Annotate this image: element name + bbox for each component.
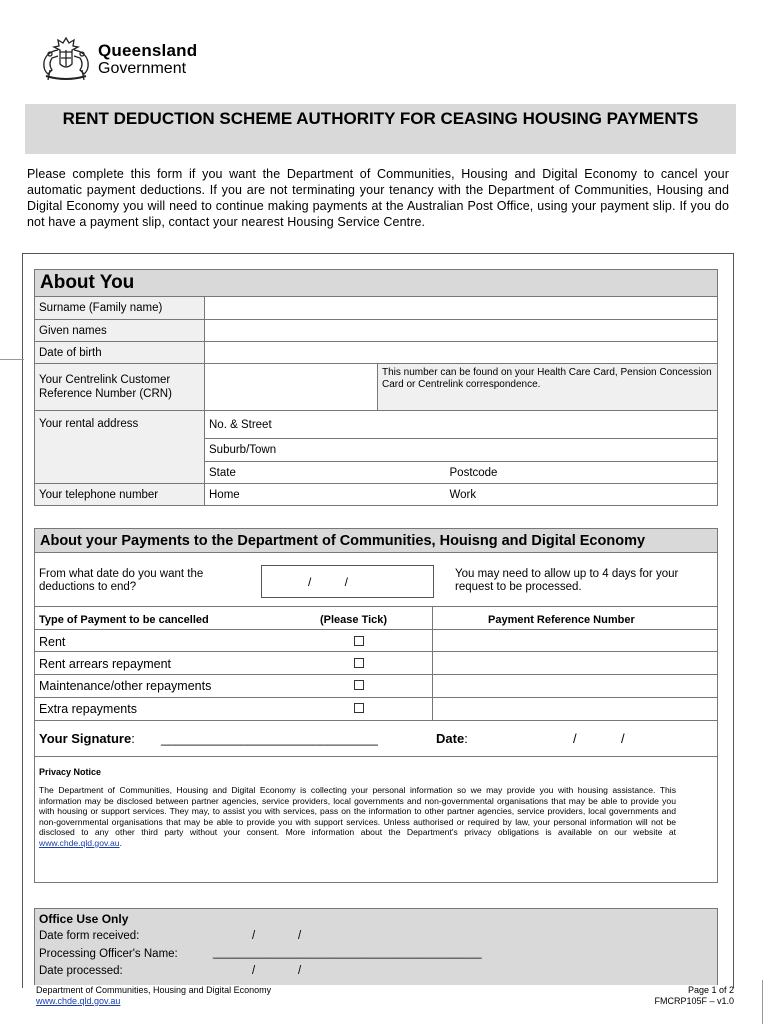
- footer-left: [36, 985, 271, 1007]
- arrears-checkbox[interactable]: [354, 658, 364, 668]
- col-please-tick: (Please Tick): [320, 614, 388, 626]
- footer-department: Department of Communities, Housing and Digital Economy: [36, 985, 272, 995]
- dob-field[interactable]: [205, 342, 718, 364]
- payment-row-arrears: Rent arrears repayment: [39, 657, 172, 671]
- state-field[interactable]: [205, 462, 446, 484]
- crn-note: This number can be found on your Health Care Card, Pension Concession Card or Centrelink correspondence.: [378, 364, 718, 411]
- processed-slash-2: /: [298, 965, 302, 977]
- officer-name-label: Processing Officer's Name:: [39, 948, 178, 960]
- date-received-label: Date form received:: [39, 930, 140, 942]
- privacy-text: The Department of Communities, Housing and Digital Economy is collecting your personal information so we may provide you with housing assistance. This information may be disclosed between partner agencies, service providers, local governments and non-governmental organisations that may be able to provide you with housing or support services. They may, to assist you with services, pass on the information to other partner agencies, service providers, local governments and non-governmental organisations that may be able to provide you with support services. Unless authorised or required by law, your personal information will not be disclosed to any other third party without your consent. More information about the Department's privacy obligations is available on our website at www.chde.qld.gov.au.: [39, 785, 676, 848]
- payment-row-maintenance: Maintenance/other repayments: [39, 679, 212, 693]
- intro-paragraph: Please complete this form if you want the Department of Communities, Housing and Digital Economy to cancel your automatic payment deductions. If you are not terminating your tenancy with the Department of Communities, Housing and Digital Economy you will need to continue making payments at the Australian Post Office, using your payment slip. If you do not have a payment slip, contact your nearest Housing Service Centre.: [27, 167, 729, 229]
- margin-mark-right: [762, 980, 763, 1024]
- crn-field[interactable]: [205, 364, 378, 411]
- received-slash-2: /: [298, 930, 302, 942]
- extra-checkbox[interactable]: [354, 703, 364, 713]
- end-date-slashes: / /: [308, 575, 349, 589]
- margin-mark: [0, 359, 24, 360]
- about-you-section: [34, 269, 718, 506]
- work-phone-field[interactable]: [446, 484, 718, 506]
- date-processed-label: Date processed:: [39, 965, 123, 977]
- signature-line[interactable]: ______________________________: [161, 731, 378, 746]
- logo-line-2: Government: [98, 60, 187, 77]
- payments-heading: About your Payments to the Department of Communities, Houisng and Digital Economy: [35, 529, 717, 553]
- office-heading: Office Use Only: [39, 912, 129, 926]
- end-date-question: From what date do you want the deductions to end?: [39, 568, 204, 593]
- street-field[interactable]: [205, 411, 718, 439]
- col-payment-type: Type of Payment to be cancelled: [39, 614, 209, 626]
- surname-field[interactable]: [205, 297, 718, 320]
- form-code: FMCRP105F – v1.0: [654, 996, 734, 1006]
- coat-of-arms-icon: [38, 34, 94, 84]
- date-label: Date:: [436, 731, 468, 746]
- payment-row-extra: Extra repayments: [39, 702, 137, 716]
- suburb-field[interactable]: [205, 439, 718, 462]
- payment-row-rent: Rent: [39, 635, 66, 649]
- end-date-field[interactable]: [261, 565, 434, 598]
- date-slash-2[interactable]: /: [621, 731, 625, 746]
- queensland-government-logo: [38, 34, 208, 84]
- received-slash-1: /: [252, 930, 256, 942]
- footer-right: [590, 985, 734, 1007]
- footer-url[interactable]: www.chde.qld.gov.au: [36, 996, 121, 1006]
- telephone-label: Your telephone number: [35, 484, 205, 506]
- street-label: No. & Street: [209, 418, 272, 431]
- logo-line-1: Queensland: [98, 41, 198, 60]
- rental-address-label: Your rental address: [35, 411, 205, 484]
- page-number: Page 1 of 2: [687, 985, 734, 995]
- about-you-heading: About You: [35, 270, 718, 297]
- given-names-label: Given names: [35, 320, 205, 342]
- officer-name-line[interactable]: __________________________________________: [213, 947, 482, 959]
- form-title: RENT DEDUCTION SCHEME AUTHORITY FOR CEASING HOUSING PAYMENTS: [25, 104, 736, 154]
- date-slash-1[interactable]: /: [573, 731, 577, 746]
- website-link[interactable]: www.chde.qld.gov.au: [39, 837, 120, 848]
- maintenance-checkbox[interactable]: [354, 680, 364, 690]
- office-use-section: [34, 908, 718, 985]
- suburb-label: Suburb/Town: [209, 444, 277, 456]
- signature-label: Your Signature:: [39, 731, 135, 746]
- state-label: State: [209, 466, 236, 479]
- dob-label: Date of birth: [35, 342, 205, 364]
- processed-slash-1: /: [252, 965, 256, 977]
- postcode-label: Postcode: [449, 466, 498, 479]
- crn-label: Your Centrelink Customer Reference Number (CRN): [35, 364, 205, 411]
- given-names-field[interactable]: [205, 320, 718, 342]
- home-phone-field[interactable]: [205, 484, 446, 506]
- postcode-field[interactable]: [446, 462, 718, 484]
- col-reference: Payment Reference Number: [488, 614, 635, 626]
- home-label: Home: [209, 488, 240, 501]
- work-label: Work: [449, 488, 477, 501]
- surname-label: Surname (Family name): [35, 297, 205, 320]
- privacy-heading: Privacy Notice: [39, 767, 102, 777]
- rent-checkbox[interactable]: [354, 636, 364, 646]
- payments-section: [34, 528, 718, 883]
- processing-notice: You may need to allow up to 4 days for your request to be processed.: [455, 568, 679, 593]
